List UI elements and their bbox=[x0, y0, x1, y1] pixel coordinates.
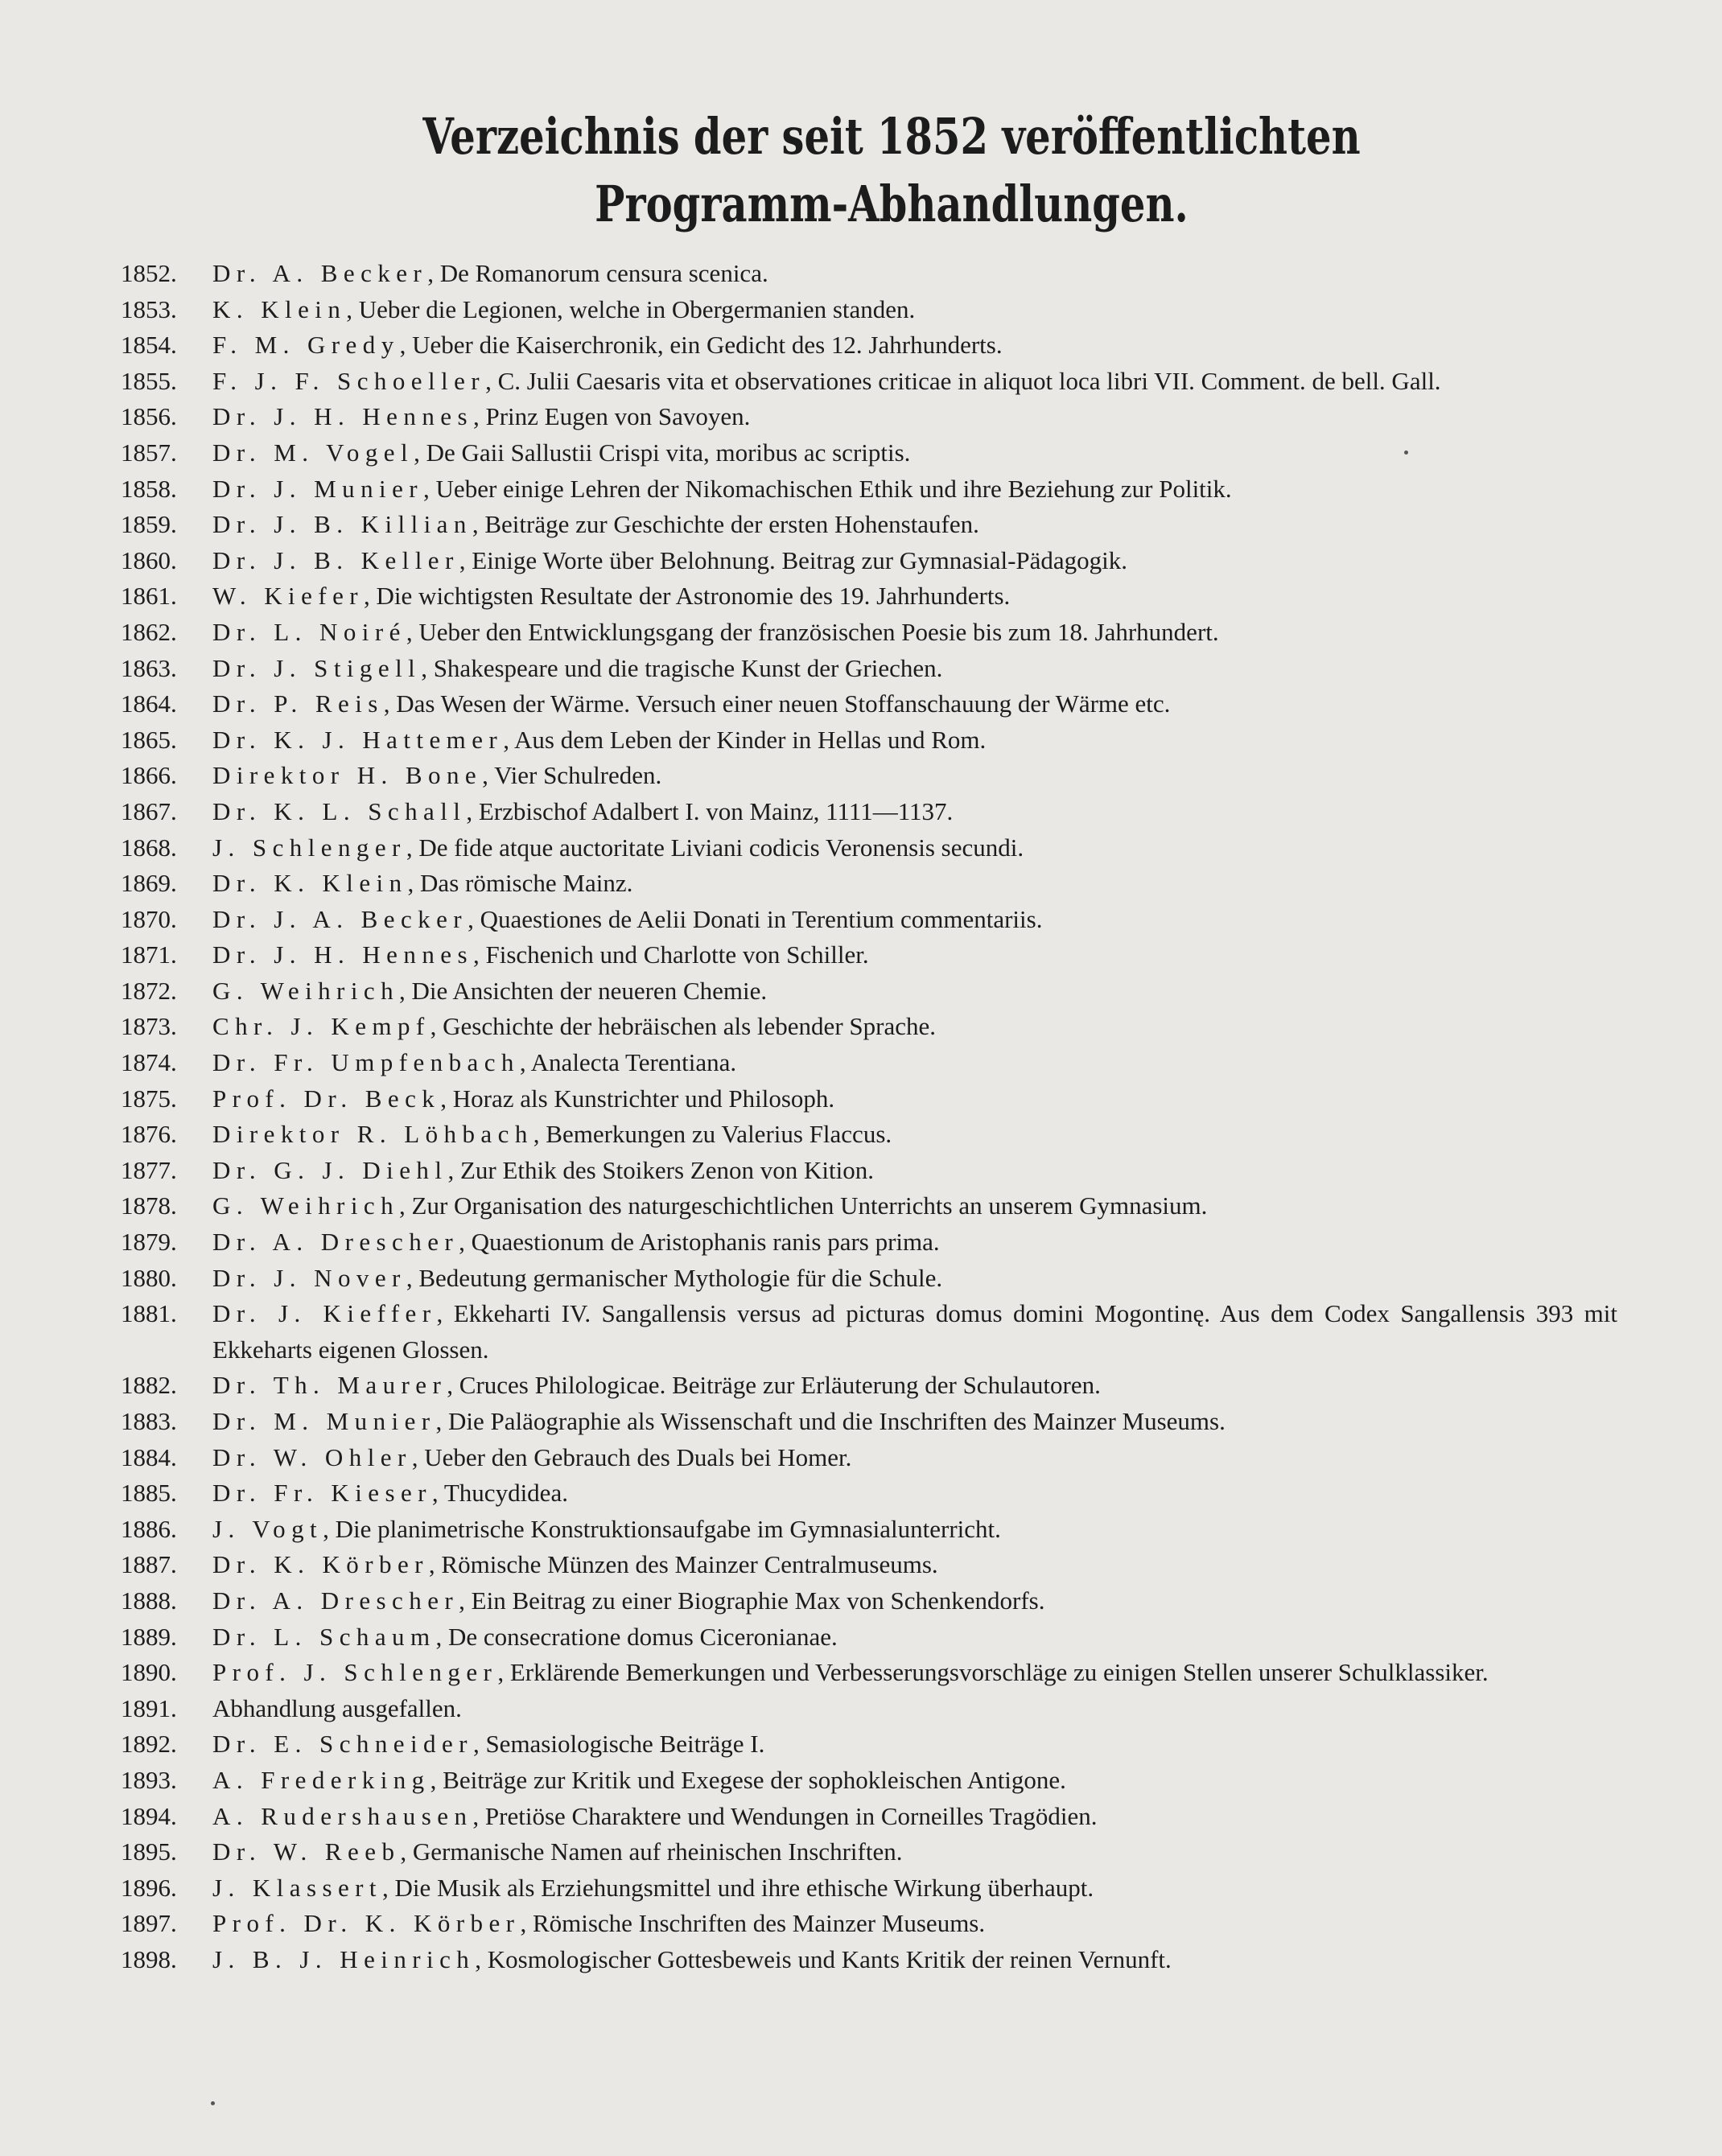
author-separator: , bbox=[406, 833, 419, 862]
author-separator: , bbox=[431, 1479, 444, 1508]
entry-text bbox=[212, 1224, 1617, 1261]
entry-year: 1855. bbox=[121, 366, 177, 395]
entry-text bbox=[212, 327, 1617, 364]
list-item bbox=[121, 1655, 1617, 1691]
entry-title: Römische Inschriften des Mainzer Museums. bbox=[532, 1909, 986, 1938]
speck-mark bbox=[211, 2101, 215, 2105]
entry-title: Die wichtigsten Resultate der Astronomie des 19. Jahrhunderts. bbox=[376, 582, 1011, 611]
list-item bbox=[121, 1081, 1617, 1117]
list-item bbox=[121, 758, 1617, 794]
entry-year: 1865. bbox=[121, 725, 177, 754]
entry-year: 1875. bbox=[121, 1084, 177, 1113]
author-separator: , bbox=[482, 761, 495, 790]
list-item bbox=[121, 1296, 1617, 1368]
entry-title: Horaz als Kunstrichter und Philosoph. bbox=[452, 1084, 835, 1113]
entry-text bbox=[212, 1081, 1617, 1117]
author-separator: , bbox=[472, 1801, 485, 1830]
list-item bbox=[121, 1547, 1617, 1583]
entry-text bbox=[212, 1763, 1617, 1799]
entry-author: Dr. E. Schneider bbox=[212, 1730, 473, 1759]
author-separator: , bbox=[407, 869, 421, 898]
entry-author: Dr. A. Drescher bbox=[212, 1586, 459, 1615]
entry-author: Dr. K. L. Schall bbox=[212, 796, 467, 825]
entry-year: 1881. bbox=[121, 1299, 177, 1328]
entry-text bbox=[212, 1261, 1617, 1297]
author-separator: , bbox=[472, 510, 485, 539]
entry-text bbox=[212, 1870, 1617, 1907]
author-separator: , bbox=[436, 1299, 454, 1328]
entry-title: De Gaii Sallustii Crispi vita, moribus ac scriptis. bbox=[426, 438, 911, 467]
entry-author: A. Frederking bbox=[212, 1765, 430, 1794]
entry-text bbox=[212, 1368, 1617, 1404]
entry-text bbox=[212, 1117, 1617, 1153]
entry-year: 1898. bbox=[121, 1944, 177, 1973]
entry-text bbox=[212, 1726, 1617, 1763]
entry-text bbox=[212, 399, 1617, 435]
list-item bbox=[121, 1153, 1617, 1189]
list-item bbox=[121, 1512, 1617, 1548]
entry-author: Dr. Fr. Kieser bbox=[212, 1479, 432, 1508]
entry-title: Cruces Philologicae. Beiträge zur Erläuterung der Schulautoren. bbox=[459, 1371, 1101, 1400]
entry-year: 1884. bbox=[121, 1442, 177, 1471]
entry-year: 1856. bbox=[121, 402, 177, 431]
entry-title: Pretiöse Charaktere und Wendungen in Corneilles Tragödien. bbox=[484, 1801, 1098, 1830]
entry-title: Kosmologischer Gottesbeweis und Kants Kritik der reinen Vernunft. bbox=[487, 1944, 1172, 1973]
entry-text bbox=[212, 686, 1617, 722]
list-item bbox=[121, 1045, 1617, 1081]
entry-year: 1882. bbox=[121, 1371, 177, 1400]
list-item bbox=[121, 794, 1617, 830]
entry-author: Dr. G. J. Diehl bbox=[212, 1155, 448, 1184]
entry-title: Erzbischof Adalbert I. von Mainz, 1111—1137. bbox=[478, 796, 954, 825]
author-separator: , bbox=[364, 582, 377, 611]
list-item bbox=[121, 471, 1617, 508]
entry-title: De consecratione domus Ciceronianae. bbox=[448, 1622, 838, 1651]
entry-author: Dr. K. Klein bbox=[212, 869, 408, 898]
author-separator: , bbox=[472, 1730, 486, 1759]
list-item bbox=[121, 830, 1617, 866]
list-item bbox=[121, 1942, 1617, 1978]
entry-year: 1879. bbox=[121, 1228, 177, 1257]
entry-text bbox=[212, 1440, 1617, 1476]
entry-year: 1853. bbox=[121, 294, 177, 323]
entry-year: 1878. bbox=[121, 1191, 177, 1220]
entry-year: 1896. bbox=[121, 1873, 177, 1902]
entry-year: 1852. bbox=[121, 259, 177, 287]
entry-author: J. Klassert bbox=[212, 1873, 382, 1902]
list-item bbox=[121, 866, 1617, 902]
speck-mark bbox=[1404, 451, 1408, 455]
list-item bbox=[121, 578, 1617, 615]
list-item bbox=[121, 292, 1617, 328]
entry-year: 1860. bbox=[121, 545, 177, 574]
entry-title: Zur Ethik des Stoikers Zenon von Kition. bbox=[459, 1155, 874, 1184]
entry-title: Einige Worte über Belohnung. Beitrag zur Gymnasial-Pädagogik. bbox=[472, 545, 1128, 574]
entry-title: De fide atque auctoritate Liviani codicis Veronensis secundi. bbox=[418, 833, 1024, 862]
list-item bbox=[121, 686, 1617, 722]
author-separator: , bbox=[503, 725, 514, 754]
list-item bbox=[121, 399, 1617, 435]
title-line-1: Verzeichnis der seit 1852 veröffentlichten bbox=[422, 107, 1361, 166]
entry-author: Dr. W. Ohler bbox=[212, 1442, 412, 1471]
entry-title: Ueber die Legionen, welche in Obergermanien standen. bbox=[358, 294, 916, 323]
entry-author: J. Schlenger bbox=[212, 833, 406, 862]
entry-author: Dr. J. B. Killian bbox=[212, 510, 472, 539]
list-item bbox=[121, 1906, 1617, 1942]
entry-author: Dr. J. Stigell bbox=[212, 653, 422, 682]
entry-title: Vier Schulreden. bbox=[494, 761, 662, 790]
entry-year: 1890. bbox=[121, 1658, 177, 1687]
entry-text bbox=[212, 1009, 1617, 1045]
entry-year: 1864. bbox=[121, 689, 177, 718]
entry-author: Dr. J. B. Keller bbox=[212, 545, 459, 574]
author-separator: , bbox=[468, 904, 480, 933]
entry-text bbox=[212, 758, 1617, 794]
entry-year: 1886. bbox=[121, 1514, 177, 1543]
entry-text bbox=[212, 973, 1617, 1010]
entry-author: G. Weihrich bbox=[212, 976, 400, 1005]
list-item bbox=[121, 1726, 1617, 1763]
publication-list bbox=[121, 256, 1617, 1978]
entry-author: Dr. J. Kieffer bbox=[212, 1299, 437, 1328]
entry-text bbox=[212, 794, 1617, 830]
author-separator: , bbox=[435, 1622, 449, 1651]
entry-author: Dr. M. Vogel bbox=[212, 438, 414, 467]
entry-year: 1872. bbox=[121, 976, 177, 1005]
list-item bbox=[121, 1799, 1617, 1835]
entry-title: Das römische Mainz. bbox=[420, 869, 633, 898]
author-separator: , bbox=[346, 294, 359, 323]
list-item bbox=[121, 1475, 1617, 1512]
entry-title: Bedeutung germanischer Mythologie für die Schule. bbox=[418, 1263, 943, 1292]
entry-year: 1893. bbox=[121, 1765, 177, 1794]
entry-author: Dr. J. A. Becker bbox=[212, 904, 468, 933]
author-separator: , bbox=[472, 402, 486, 431]
entry-title: Die Ansichten der neueren Chemie. bbox=[411, 976, 768, 1005]
list-item bbox=[121, 1404, 1617, 1440]
entry-title: C. Julii Caesaris vita et observationes criticae in aliquot loca libri VII. Comment. de bell. Gall. bbox=[497, 366, 1441, 395]
list-item bbox=[121, 435, 1617, 471]
entry-year: 1861. bbox=[121, 582, 177, 611]
list-item bbox=[121, 615, 1617, 651]
entry-title: Ueber den Gebrauch des Duals bei Homer. bbox=[424, 1442, 852, 1471]
entry-year: 1880. bbox=[121, 1263, 177, 1292]
entry-text bbox=[212, 507, 1617, 543]
entry-year: 1895. bbox=[121, 1837, 177, 1866]
list-item bbox=[121, 1117, 1617, 1153]
entry-text bbox=[212, 292, 1617, 328]
list-item bbox=[121, 1763, 1617, 1799]
entry-title: Beiträge zur Geschichte der ersten Hohenstaufen. bbox=[484, 510, 979, 539]
entry-author: Dr. K. Körber bbox=[212, 1550, 429, 1579]
entry-text bbox=[212, 471, 1617, 508]
entry-title: Ueber einige Lehren der Nikomachischen Ethik und ihre Beziehung zur Politik. bbox=[435, 474, 1232, 503]
entry-title: Prinz Eugen von Savoyen. bbox=[485, 402, 751, 431]
author-separator: , bbox=[421, 653, 434, 682]
entry-title: Römische Münzen des Mainzer Centralmuseums. bbox=[441, 1550, 938, 1579]
list-item bbox=[121, 1834, 1617, 1870]
entry-year: 1863. bbox=[121, 653, 177, 682]
entry-text bbox=[212, 1188, 1617, 1224]
entry-text bbox=[212, 902, 1617, 938]
entry-title: Erklärende Bemerkungen und Verbesserungsvorschläge zu einigen Stellen unserer Schulklassiker. bbox=[509, 1658, 1489, 1687]
entry-title: Beiträge zur Kritik und Exegese der sophokleischen Antigone. bbox=[443, 1765, 1066, 1794]
author-separator: , bbox=[399, 976, 412, 1005]
entry-year: 1889. bbox=[121, 1622, 177, 1651]
entry-author: Dr. L. Noiré bbox=[212, 617, 406, 646]
list-item bbox=[121, 1224, 1617, 1261]
entry-author: Dr. A. Drescher bbox=[212, 1228, 459, 1257]
list-item bbox=[121, 1691, 1617, 1727]
entry-author: W. Kiefer bbox=[212, 582, 365, 611]
entry-text bbox=[212, 1655, 1617, 1691]
list-item bbox=[121, 1619, 1617, 1656]
entry-text bbox=[212, 1691, 1617, 1727]
entry-year: 1858. bbox=[121, 474, 177, 503]
author-separator: , bbox=[435, 1407, 449, 1435]
entry-author: J. Vogt bbox=[212, 1514, 323, 1543]
entry-author: Dr. Fr. Umpfenbach bbox=[212, 1048, 520, 1077]
entry-author: Prof. Dr. Beck bbox=[212, 1084, 441, 1113]
entry-text bbox=[212, 1475, 1617, 1512]
entry-title: Aus dem Leben der Kinder in Hellas und Rom. bbox=[514, 725, 987, 754]
entry-title: Ueber den Entwicklungsgang der französischen Poesie bis zum 18. Jahrhundert. bbox=[418, 617, 1219, 646]
author-separator: , bbox=[475, 1944, 488, 1973]
entry-text bbox=[212, 722, 1617, 759]
author-separator: , bbox=[406, 617, 419, 646]
entry-author: J. B. J. Heinrich bbox=[212, 1944, 476, 1973]
entry-text bbox=[212, 1906, 1617, 1942]
entry-author: Dr. P. Reis bbox=[212, 689, 384, 718]
entry-author: Dr. J. H. Hennes bbox=[212, 402, 473, 431]
entry-title: Das Wesen der Wärme. Versuch einer neuen Stoffanschauung der Wärme etc. bbox=[396, 689, 1171, 718]
entry-title: De Romanorum censura scenica. bbox=[439, 259, 768, 287]
entry-year: 1891. bbox=[121, 1693, 177, 1722]
entry-title: Die Musik als Erziehungsmittel und ihre ethische Wirkung überhaupt. bbox=[394, 1873, 1094, 1902]
entry-title: Ueber die Kaiserchronik, ein Gedicht des 12. Jahrhunderts. bbox=[412, 331, 1003, 360]
author-separator: , bbox=[323, 1514, 336, 1543]
entry-title: Analecta Terentiana. bbox=[530, 1048, 737, 1077]
author-separator: , bbox=[428, 1550, 442, 1579]
entry-author: Chr. J. Kempf bbox=[212, 1012, 430, 1041]
entry-text bbox=[212, 866, 1617, 902]
entry-title: Die Paläographie als Wissenschaft und die Inschriften des Mainzer Museums. bbox=[448, 1407, 1226, 1435]
entry-year: 1873. bbox=[121, 1012, 177, 1041]
entry-text bbox=[212, 1153, 1617, 1189]
entry-title: Geschichte der hebräischen als lebender Sprache. bbox=[443, 1012, 936, 1041]
entry-year: 1888. bbox=[121, 1586, 177, 1615]
author-separator: , bbox=[466, 796, 479, 825]
author-separator: , bbox=[440, 1084, 453, 1113]
entry-text bbox=[212, 578, 1617, 615]
list-item bbox=[121, 1368, 1617, 1404]
author-separator: , bbox=[383, 689, 397, 718]
author-separator: , bbox=[472, 940, 486, 969]
entry-text bbox=[212, 1296, 1617, 1368]
list-item bbox=[121, 937, 1617, 973]
author-separator: , bbox=[382, 1873, 395, 1902]
entry-title: Ekkeharti IV. Sangallensis versus ad picturas domus domini Mogontinę. Aus dem Codex Sangallensis 393 mit Ekkeharts eigenen Glossen. bbox=[212, 1299, 1618, 1364]
entry-text bbox=[212, 1512, 1617, 1548]
entry-text bbox=[212, 1834, 1617, 1870]
entry-author: Prof. Dr. K. Körber bbox=[212, 1909, 521, 1938]
author-separator: , bbox=[497, 1658, 510, 1687]
author-separator: , bbox=[459, 1228, 472, 1257]
entry-author: F. M. Gredy bbox=[212, 331, 400, 360]
entry-year: 1885. bbox=[121, 1479, 177, 1508]
author-separator: , bbox=[519, 1048, 531, 1077]
title-line-2: Programm-Abhandlungen. bbox=[595, 175, 1189, 233]
entry-title: Ein Beitrag zu einer Biographie Max von Schenkendorfs. bbox=[471, 1586, 1045, 1615]
entry-year: 1871. bbox=[121, 940, 177, 969]
list-item bbox=[121, 1440, 1617, 1476]
entry-author: Dr. A. Becker bbox=[212, 259, 428, 287]
author-separator: , bbox=[430, 1765, 443, 1794]
list-item bbox=[121, 256, 1617, 292]
entry-year: 1862. bbox=[121, 617, 177, 646]
entry-author: Dr. W. Reeb bbox=[212, 1837, 401, 1866]
entry-author: F. J. F. Schoeller bbox=[212, 366, 486, 395]
entry-year: 1870. bbox=[121, 904, 177, 933]
entry-text bbox=[212, 364, 1617, 400]
author-separator: , bbox=[430, 1012, 443, 1041]
list-item bbox=[121, 722, 1617, 759]
author-separator: , bbox=[447, 1155, 460, 1184]
list-item bbox=[121, 1188, 1617, 1224]
entry-title: Thucydidea. bbox=[443, 1479, 568, 1508]
entry-author: Dr. J. Nover bbox=[212, 1263, 406, 1292]
entry-text bbox=[212, 937, 1617, 973]
entry-year: 1866. bbox=[121, 761, 177, 790]
entry-text bbox=[212, 256, 1617, 292]
entry-title: Die planimetrische Konstruktionsaufgabe im Gymnasialunterricht. bbox=[335, 1514, 1001, 1543]
entry-author: A. Rudershausen bbox=[212, 1801, 473, 1830]
list-item bbox=[121, 507, 1617, 543]
entry-year: 1874. bbox=[121, 1048, 177, 1077]
entry-title: Abhandlung ausgefallen. bbox=[212, 1693, 462, 1722]
entry-text bbox=[212, 651, 1617, 687]
entry-title: Shakespeare und die tragische Kunst der Griechen. bbox=[433, 653, 943, 682]
entry-text bbox=[212, 1942, 1617, 1978]
entry-author: Dr. K. J. Hattemer bbox=[212, 725, 504, 754]
entry-author: Dr. L. Schaum bbox=[212, 1622, 436, 1651]
author-separator: , bbox=[459, 1586, 472, 1615]
list-item bbox=[121, 1583, 1617, 1619]
entry-year: 1887. bbox=[121, 1550, 177, 1579]
list-item bbox=[121, 543, 1617, 579]
author-separator: , bbox=[411, 1442, 425, 1471]
entry-text bbox=[212, 543, 1617, 579]
entry-author: Dr. Th. Maurer bbox=[212, 1371, 447, 1400]
list-item bbox=[121, 1870, 1617, 1907]
entry-year: 1854. bbox=[121, 331, 177, 360]
entry-year: 1857. bbox=[121, 438, 177, 467]
author-separator: , bbox=[533, 1120, 546, 1149]
author-separator: , bbox=[447, 1371, 459, 1400]
entry-author: G. Weihrich bbox=[212, 1191, 400, 1220]
entry-title: Semasiologische Beiträge I. bbox=[485, 1730, 765, 1759]
list-item bbox=[121, 651, 1617, 687]
entry-text bbox=[212, 1045, 1617, 1081]
entry-year: 1876. bbox=[121, 1120, 177, 1149]
author-separator: , bbox=[485, 366, 498, 395]
entry-title: Zur Organisation des naturgeschichtlichen Unterrichts an unserem Gymnasium. bbox=[411, 1191, 1208, 1220]
entry-text bbox=[212, 830, 1617, 866]
entry-text bbox=[212, 615, 1617, 651]
entry-author: Direktor H. Bone bbox=[212, 761, 483, 790]
entry-author: Dr. J. Munier bbox=[212, 474, 424, 503]
entry-year: 1859. bbox=[121, 510, 177, 539]
entry-title: Fischenich und Charlotte von Schiller. bbox=[485, 940, 869, 969]
entry-year: 1867. bbox=[121, 796, 177, 825]
list-item bbox=[121, 327, 1617, 364]
entry-text bbox=[212, 1547, 1617, 1583]
entry-year: 1869. bbox=[121, 869, 177, 898]
entry-year: 1868. bbox=[121, 833, 177, 862]
list-item bbox=[121, 1009, 1617, 1045]
author-separator: , bbox=[400, 1837, 413, 1866]
author-separator: , bbox=[459, 545, 472, 574]
entry-year: 1883. bbox=[121, 1407, 177, 1435]
entry-author: Dr. M. Munier bbox=[212, 1407, 436, 1435]
entry-title: Bemerkungen zu Valerius Flaccus. bbox=[546, 1120, 892, 1149]
list-item bbox=[121, 364, 1617, 400]
entry-year: 1877. bbox=[121, 1155, 177, 1184]
author-separator: , bbox=[399, 1191, 412, 1220]
entry-author: Direktor R. Löhbach bbox=[212, 1120, 533, 1149]
entry-author: K. Klein bbox=[212, 294, 347, 323]
entry-text bbox=[212, 1619, 1617, 1656]
author-separator: , bbox=[427, 259, 440, 287]
entry-year: 1894. bbox=[121, 1801, 177, 1830]
list-item bbox=[121, 973, 1617, 1010]
author-separator: , bbox=[399, 331, 413, 360]
entry-text bbox=[212, 1799, 1617, 1835]
entry-year: 1897. bbox=[121, 1909, 177, 1938]
entry-author: Dr. J. H. Hennes bbox=[212, 940, 473, 969]
entry-title: Quaestiones de Aelii Donati in Terentium commentariis. bbox=[480, 904, 1043, 933]
entry-title: Germanische Namen auf rheinischen Inschriften. bbox=[412, 1837, 903, 1866]
author-separator: , bbox=[520, 1909, 533, 1938]
list-item bbox=[121, 902, 1617, 938]
list-item bbox=[121, 1261, 1617, 1297]
page-title bbox=[174, 103, 1551, 238]
entry-author: Prof. J. Schlenger bbox=[212, 1658, 498, 1687]
entry-title: Quaestionum de Aristophanis ranis pars prima. bbox=[471, 1228, 940, 1257]
entry-text bbox=[212, 1404, 1617, 1440]
entry-year: 1892. bbox=[121, 1730, 177, 1759]
author-separator: , bbox=[406, 1263, 419, 1292]
author-separator: , bbox=[414, 438, 426, 467]
author-separator: , bbox=[423, 474, 436, 503]
entry-text bbox=[212, 1583, 1617, 1619]
